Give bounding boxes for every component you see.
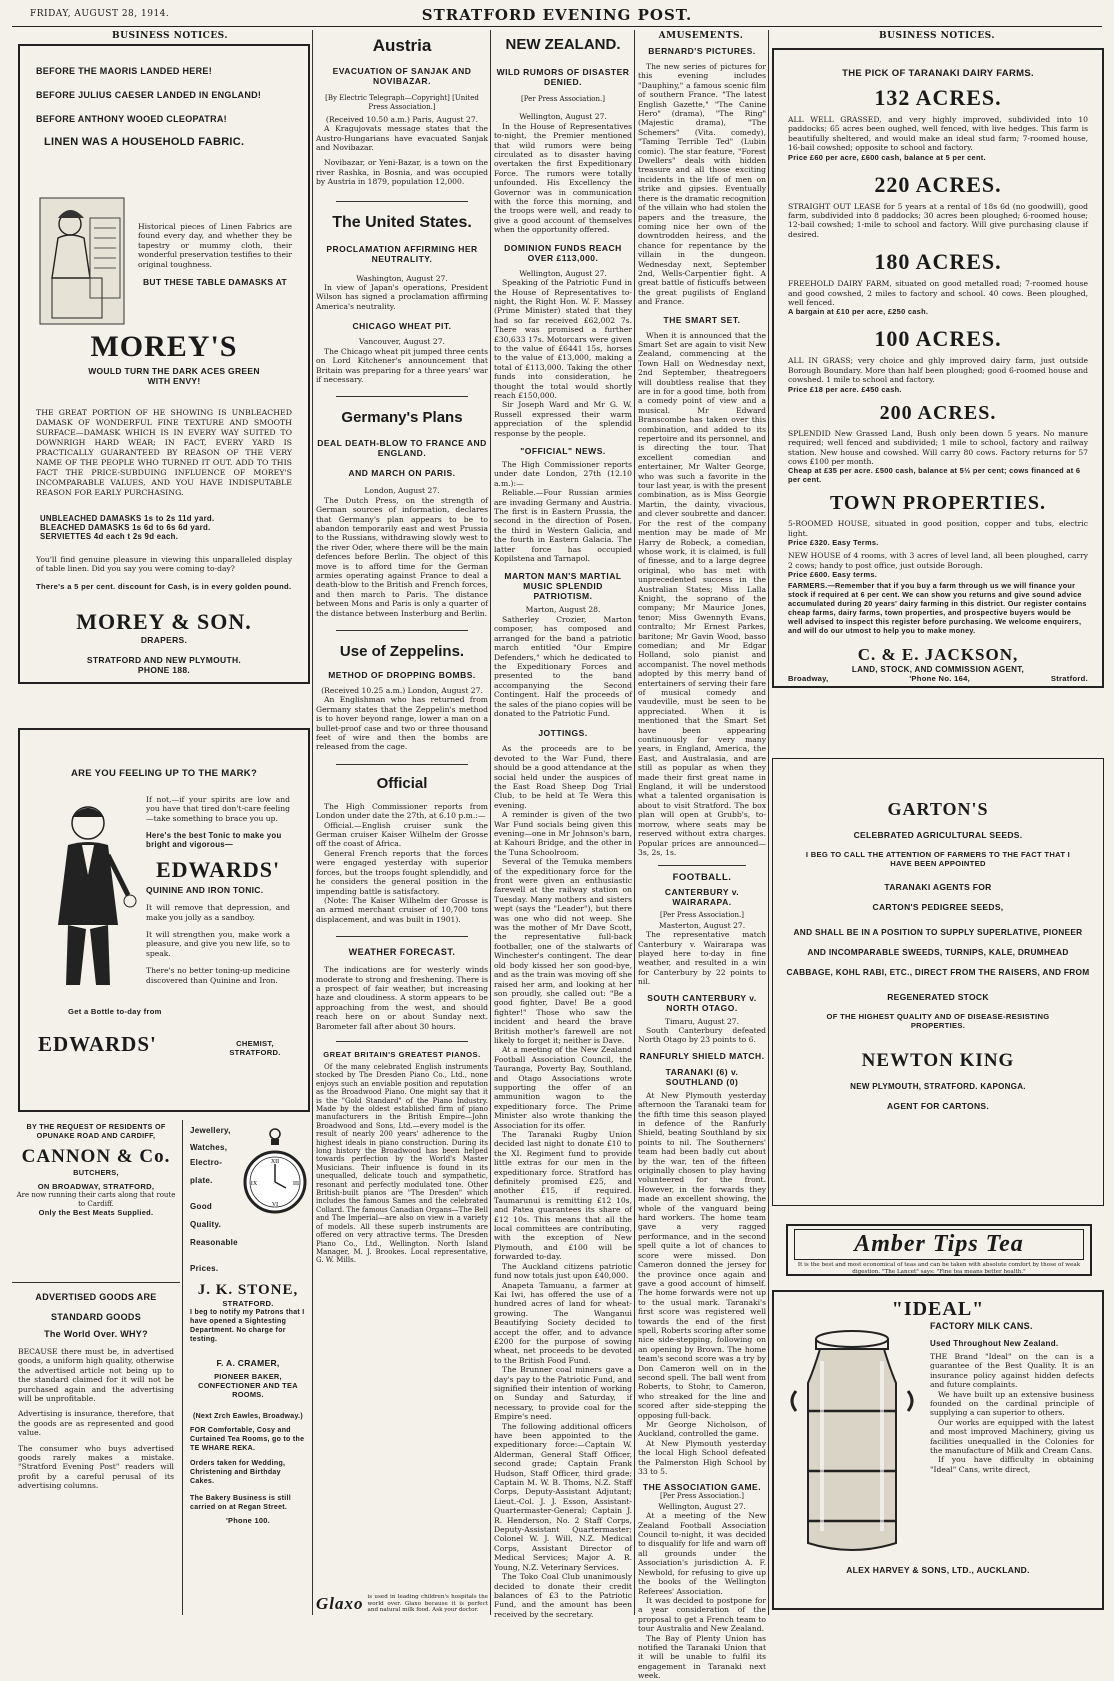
- ranfurly-para-2: Mr George Nicholson, of Auckland, controlled the game.: [638, 1420, 766, 1439]
- advert-subheading: The World Over. WHY?: [44, 1329, 148, 1339]
- official-para-2: Official.—English cruiser sunk the German cruiser Kaiser Wilhelm der Grosse off the coast of Africa.: [316, 820, 488, 849]
- glaxo-text: is used in leading children's hospitals the world over. Glaxo because it is perfect and natural milk food. Ask your doctor.: [367, 1594, 488, 1614]
- house-4-room-desc: NEW HOUSE of 4 rooms, with 3 acres of level land, all been ploughed, carry 2 cows; handy to post office, just outside Borough.: [788, 551, 1088, 570]
- morey-price-3: SERVIETTES 4d each t 2s 9d each.: [40, 532, 179, 541]
- edwards-tonic-name: QUININE AND IRON TONIC.: [146, 885, 264, 896]
- austria-byline: [By Electric Telegraph—Copyright] [United Press Association.]: [325, 94, 479, 112]
- milk-can-illustration: [782, 1321, 922, 1561]
- stone-town: STRATFORD.: [222, 1299, 274, 1308]
- cramer-firm: F. A. CRAMER,: [216, 1358, 280, 1368]
- official-para-4: (Note: The Kaiser Wilhelm der Grosse is an armed merchant cruiser of 10,700 tons displacement, and was built in 1901).: [316, 895, 488, 924]
- advert-heading: ADVERTISED GOODS ARE STANDARD GOODS: [35, 1292, 157, 1322]
- ideal-para-2: We have built up an extensive business founded on the cardinal principle of supplying a can superior to others.: [930, 1389, 1094, 1418]
- farm-132-acres: 132 ACRES.: [874, 85, 1002, 110]
- cannon-advertisement: [12, 1120, 180, 1280]
- weather-title: WEATHER FORECAST.: [348, 947, 456, 958]
- canterbury-subhead: CANTERBURY v. WAIRARAPA.: [664, 887, 740, 908]
- jottings-para-8: The Brunner coal miners gave a day's pay to the Patriotic Fund, and signified their intention of working on Sunday and Saturday, if necessary, to provide coal for the Empire's need.: [494, 1365, 632, 1422]
- svg-text:XII: XII: [270, 1159, 280, 1165]
- edwards-question: ARE YOU FEELING UP TO THE MARK?: [70, 768, 258, 779]
- house-5-room-price: Price £320. Easy Terms.: [788, 538, 879, 548]
- farm-100-acres: 100 ACRES.: [874, 326, 1002, 352]
- edwards-brand: EDWARDS': [156, 857, 281, 883]
- us-dateline: Washington, August 27.: [356, 273, 448, 283]
- bernards-para: The new series of pictures for this evening includes "Dauphiny," a famous scenic film of southern France. "The latest English Gazette," "The Canine Hero" (drama), "The Ring" (Majestic drama), "The Schemers" (Vita. comedy), "Taming Terrible Ted" (Lubin comic). The star feature, "Forest Dwellers" deals with hidden treasure and all those exciting incidents in the life of men on strike and gipsies. Eventually there is the dramatic recognition of the villain who had stolen the papers and the treasure, the coming nice her own of the downtrodden heiress, and the chance for repentance by the villain in the dungeon. Wednesday next, September 2nd, Wells-Carpentier fight. A great battle of fisticuffs between the great pugilists of England and France.: [638, 62, 766, 307]
- edwards-tonic-advertisement: [18, 728, 310, 1112]
- bernards-subhead: BERNARD'S PICTURES.: [648, 46, 756, 56]
- ranfurly-subhead: RANFURLY SHIELD MATCH.: [639, 1050, 765, 1061]
- farm-200-price: Cheap at £35 per acre. £500 cash, balance at 5½ per cent; cows financed at 6 per cent.: [788, 466, 1081, 485]
- stone-firm: J. K. STONE,: [197, 1282, 299, 1298]
- nz-subhead: WILD RUMORS OF DISASTER DENIED.: [496, 67, 630, 87]
- morey-price-1: UNBLEACHED DAMASKS 1s to 2s 11d yard.: [40, 514, 215, 523]
- marton-dateline: Marton, August 28.: [525, 605, 601, 615]
- morey-envy-line: WOULD TURN THE DARK ACES GREEN WITH ENVY!: [88, 366, 260, 386]
- zeppelins-para: An Englishman who has returned from Germany states that the Zeppelin's method is to hover beyond range, lower a man on a bullet-proof case and two or three thousand feet of wire and then the bombs are released from the cage.: [316, 695, 488, 752]
- morey-intro: Historical pieces of Linen Fabrics are found every day, and whether they be tapestry or mummy cloth, their wonderful preservation testifies to their original toughness.: [138, 222, 292, 269]
- jackson-town: Stratford.: [1050, 673, 1088, 683]
- garton-agents-for: TARANAKI AGENTS FOR: [884, 882, 992, 892]
- amusements-sports-column: [638, 44, 767, 1681]
- svg-text:VI: VI: [271, 1202, 279, 1208]
- masthead: [30, 6, 1084, 24]
- cannon-firm: CANNON & Co.: [21, 1146, 171, 1167]
- jottings-para-2: A reminder is given of the two War Fund socials being given this evening—one in Mr Johnson's barn, at Kahouri Bridge, and the other in the Tuna Schoolroom.: [494, 810, 632, 857]
- jottings-para-1: As the proceeds are to be devoted to the War Fund, there should be a good attendance at the social held under the auspices of the East Road Sheep Dog Trial Club, to be held at Te Wera this evening.: [494, 744, 632, 810]
- column-rule: [768, 30, 769, 1615]
- farm-100-desc: ALL IN GRASS; very choice and ghly improved dairy farm, just outside Borough Boundary. More than half been ploughed; good 6-roomed house and cowshed. 1 mile to school and factory.: [788, 356, 1088, 385]
- ideal-para-4: If you have difficulty in obtaining "Ideal" Cans, write direct,: [930, 1455, 1094, 1474]
- farm-220-desc: STRAIGHT OUT LEASE for 5 years at a rental of 18s 6d (no goodwill), good farm, subdivided into 8 paddocks; 30 acres been ploughed; 6-roomed house; 12-bail cowshed; 1-mile to school and factory. Will give purchasing clause if desired.: [788, 201, 1088, 239]
- football-byline: [Per Press Association.]: [660, 911, 744, 920]
- woman-at-loom-illustration: [36, 188, 128, 328]
- austria-para-2: Novibazar, or Yeni-Bazar, is a town on the river Rashka, in Bosnia, and was occupied by Austria in 1879, population 12,000.: [316, 158, 488, 187]
- jackson-address: Broadway,: [788, 673, 829, 683]
- ideal-milk-cans-advertisement: [772, 1290, 1104, 1610]
- association-para: At a meeting of the New Zealand Football Association Council to-night, it was decided to disqualify for life and warn off all grounds under the Association's jurisdiction A. F. Newbold, for refusing to give up the books of the Wellington Referees' Association.: [638, 1511, 766, 1596]
- edwards-get-bottle: Get a Bottle to-day from: [68, 1007, 162, 1016]
- masthead-rule: [12, 26, 1102, 27]
- jackson-firm: C. & E. JACKSON,: [857, 644, 1019, 664]
- nz-para: In the House of Representatives to-night, the Premier mentioned that wild rumors were being circulated as to disaster having overtaken the first Expeditionary Force. The rumors were totally unfounded. His Excellency the Governor was in communication with the force this morning, and the troops were well, and ready to give a good account of themselves when the opportunity offered.: [494, 121, 632, 235]
- morey-line-1: BEFORE THE MAORIS LANDED HERE!: [36, 66, 213, 76]
- canterbury-para: The representative match Canterbury v. Wairarapa was played here to-day in fine weather, and resulted in a win for Canterbury by 22 points to nil.: [638, 930, 766, 987]
- austria-para-1: A Kragujovats message states that the Austro-Hungarians have evacuated Sanjak and Novibazar.: [316, 124, 488, 153]
- germany-title: Germany's Plans: [341, 409, 463, 427]
- austria-received: (Received 10.50 a.m.) Paris, August 27.: [325, 114, 479, 124]
- official-para-3: General French reports that the forces were engaged yesterday with superior forces, but the troops fought splendidly, and he considers the general position in the impending battle is satisfactory.: [316, 848, 488, 896]
- morey-towns: STRATFORD AND NEW PLYMOUTH.: [86, 654, 242, 665]
- morey-headline: LINEN WAS A HOUSEHOLD FABRIC.: [44, 136, 245, 148]
- farm-200-acres: 200 ACRES.: [879, 401, 997, 424]
- germany-subhead-2: AND MARCH ON PARIS.: [348, 468, 456, 479]
- morey-price-2: BLEACHED DAMASKS 1s 6d to 6s 6d yard.: [40, 523, 211, 532]
- section-heading-business-right: BUSINESS NOTICES.: [879, 31, 995, 41]
- stone-item-7: Prices.: [190, 1264, 219, 1273]
- advert-para-1: BECAUSE there must be, in advertised goods, a uniform high quality, otherwise the advertised article not being up to the standard claimed for it will not be purchased again and the advertising will be unprofitable.: [18, 1347, 174, 1404]
- official-news-para-2: Reliable.—Four Russian armies are invading Germany and Austria. The first is in Eastern Prussia, the second in the direction of Posen, the third in Western Galicia, and the fourth in Eastern Galacia. The latter force has occupied Kopilstena and Tarnapol.: [494, 488, 632, 564]
- marton-para: Satherley Crozier, Marton composer, has composed and arranged for the band a patriotic march entitled "Our Empire Defenders," which he dedicated to the Expeditionary Forces and presented to the band accompanying the Second Contingent. Half the proceeds of the sales of the piano copies will be donated to the Patriotic Fund.: [494, 614, 632, 718]
- advert-para-2: Advertising is insurance, therefore, that the goods are as represented and good value.: [18, 1409, 174, 1438]
- morey-firm-name: MOREY & SON.: [76, 608, 252, 634]
- cramer-next: (Next Zrch Eawles, Broadway.): [192, 1413, 304, 1420]
- wheat-subhead: CHICAGO WHEAT PIT.: [352, 321, 452, 332]
- us-title: The United States.: [332, 213, 472, 231]
- stone-item-2: Watches,: [190, 1143, 228, 1152]
- morey-advertisement: [18, 44, 310, 684]
- football-title: FOOTBALL.: [672, 872, 732, 884]
- austria-subhead: EVACUATION OF SANJAK AND NOVIBAZAR.: [332, 66, 472, 86]
- official-news-para: The High Commissioner reports under date London, 27th (12.10 a.m.):—: [494, 460, 632, 488]
- column-rule: [182, 1120, 183, 1615]
- ranfurly-para: At New Plymouth yesterday afternoon the Taranaki team for the fifth time this season played in defence of the Ranfurly Shield, beating Southland by six points to nil. The Southerners' team had been badly cut about by the war, ten of the fifteen originally chosen to play having volunteered for the front. However, in the forwards they made an excellent showing, the whole of the vanguard being hard workers. The home team gave a very ragged performance, and in the second spell quite a lot of chances to score were missed. Don Cameron donned the jersey for the province once again and gave a good account of himself. The home forwards were not up to the usual mark. Taranaki's first score was registered well towards the end of the first spell, Roberts scoring after some nice side-stepping, following on an opening by Brown. The home team's second score was a try by Don Cameron well on in the second spell. The ball went from Roberts, to Stohr, to Cameron, who streaked for the line and scored after side-stepping the opposing full-back.: [638, 1090, 766, 1420]
- marton-subhead: MARTON MAN'S MARTIAL MUSIC SPLENDID PATRIOTISM.: [504, 571, 622, 602]
- jackson-agent: LAND, STOCK, AND COMMISSION AGENT,: [851, 664, 1025, 674]
- zeppelins-title: Use of Zeppelins.: [339, 643, 465, 660]
- morey-phone: PHONE 188.: [137, 664, 191, 675]
- morey-discount: There's a 5 per cent. discount for Cash, is in every golden pound.: [36, 581, 292, 591]
- canterbury-dateline: Masterton, August 27.: [658, 920, 746, 930]
- pianos-para: Of the many celebrated English instruments stocked by The Dresden Piano Co., Ltd., none enjoys such an enviable position and reputation as the Broadwood Piano. One might say that it is the "Gold Standard" of the Piano Industry. Made by the oldest established firm of piano manufacturers in the British Empire—John Broadwood and Sons, Ltd.—every model is the result of nearly 200 years' adherence to the highest ideals in piano construction. During its long history the Broadwood has been helped towards perfection by the World's Master Musicians. Their influence is found in its unequalled, delicate touch and sympathetic, resonant and perfectly modulated tone. Other British-built pianos are "The Dresden" which includes the famous Sames and the celebrated Collard. The famous Canadian Organs—The Bell and The Imperial—are also on view in a variety of models. All these superb instruments are offered on very attractive terms. The Dresden Piano Co., Ltd., Wellington. North Island Manager, M. J. Brookes. Local representative, G. W. Mills.: [316, 1062, 488, 1265]
- jackson-title: THE PICK OF TARANAKI DAIRY FARMS.: [842, 68, 1034, 79]
- newspaper-title: STRATFORD EVENING POST.: [421, 6, 693, 24]
- farm-132-price: Price £60 per acre, £600 cash, balance at 5 per cent.: [788, 152, 986, 162]
- farmers-notice: FARMERS.—Remember that if you buy a farm through us we will finance your stock if required at 6 per cent. We can show you returns and give sound advice accumulated during 20 years' dairy farming in this district. Our register contains cheap farms, dairy farms, town properties, and prospective buyers would be well advised to inspect this register before purchasing. We welcome enquirers, and will do our utmost to help you to make money.: [788, 580, 1087, 635]
- jottings-para-9: The following additional officers have been appointed to the expeditionary force:—Captain W. Alderman, General Staff Officer, second grade; Captain Frank Hudson, Staff Officer, third grade; Captain M. W. B. Thoms, N.Z. Staff Corps, Deputy-Assistant Adjutant; Lieut.-Col. J. J. Esson, Assistant-Quartermaster-General; Captain J. R. Henderson, No. 2 Staff Corps, Deputy-Assistant Quartermaster; Colonel W. J. Will, N.Z. Medical Corps, Assistant Director of Medical Services; Major A. R. Young, N.Z. Veterinary Services.: [494, 1421, 632, 1572]
- jottings-para-6: The Auckland citizens patriotic fund now totals just upon £40,000.: [494, 1261, 632, 1281]
- garton-pedigree: CARTON'S PEDIGREE SEEDS,: [872, 902, 1004, 912]
- jottings-para-7: Anapeta Tamuanu, a farmer at Kai Iwi, has offered the use of a hundred acres of land for wheat-growing. The Wanganui Beautifying Society decided to accept the offer, and to advance £200 for the purpose of sowing wheat, net proceeds to be devoted to the British Food Fund.: [494, 1280, 632, 1365]
- farm-100-price: Price £18 per acre. £450 cash.: [788, 384, 902, 394]
- funds-para: Speaking of the Patriotic Fund in the House of Representatives to-night, the Right Hon. W. F. Massey (Prime Minister) stated that they had so far received £62,002 7s. There was promised a further £30,633 17s. Motorcars were given to the value of £6441 15s, horses to the value of £13,000, making a total of £113,000. Taking the other funds into consideration, he thought the total would shortly reach £150,000.: [494, 278, 632, 400]
- south-canterbury-dateline: Timaru, August 27.: [664, 1016, 740, 1026]
- cramer-bakery: The Bakery Business is still carried on at Regan Street.: [190, 1495, 291, 1511]
- farm-132-desc: ALL WELL GRASSED, and very highly improved, subdivided into 10 paddocks; 65 acres been oughed, well fenced, with live hedges. This farm is beautifully sheltered, and would make an ideal stud farm; 7-roomed house, 16-bail cowshed; opposite to school and factory.: [788, 115, 1088, 153]
- cannon-address: ON BROADWAY, STRATFORD,: [37, 1182, 155, 1191]
- cannon-butchers: BUTCHERS,: [73, 1168, 119, 1177]
- gentleman-illustration: [38, 795, 138, 995]
- taranaki-subhead: TARANAKI (6) v. SOUTHLAND (0): [665, 1066, 739, 1087]
- jackson-phone: 'Phone No. 164,: [909, 673, 971, 683]
- association-para-2: It was decided to postpone for a year consideration of the proposal to get a French team to tour Australia and New Zealand.: [638, 1595, 766, 1634]
- ideal-subtitle: FACTORY MILK CANS.: [930, 1321, 1033, 1331]
- glaxo-brand: Glaxo: [316, 1594, 364, 1613]
- jottings-para-10: The Toko Coal Club unanimously decided to donate their credit balances of £3 to the Patriotic Fund, and the amount has been received by the secretary.: [494, 1572, 632, 1619]
- cannon-running: Are now running their carts along that route to Cardiff.: [16, 1191, 176, 1208]
- stone-item-3: Electro-plate.: [190, 1158, 223, 1185]
- edwards-para-1: It will remove that depression, and make you jolly as a sandboy.: [146, 903, 290, 922]
- advert-para-3: The consumer who buys advertised goods rarely makes a mistake. "Stratford Evening Post" readers will profit by a careful perusal of its advertising columns.: [18, 1443, 174, 1491]
- svg-text:IX: IX: [250, 1181, 258, 1187]
- column-rule: [312, 30, 313, 1615]
- nz-title: NEW ZEALAND.: [505, 36, 621, 53]
- official-news-subhead: "OFFICIAL" NEWS.: [520, 446, 606, 456]
- farm-200-desc: SPLENDID New Grassed Land, Bush only been down 5 years. No manure required; well fenced and subdivided; 1 mile to school, factory and railway station. New house and cowshed. Will carry 80 cows. Factory returns for 57 cows £100 per month.: [788, 428, 1088, 466]
- column-rule: [490, 30, 491, 1615]
- official-title: Official: [376, 774, 428, 792]
- garton-seeds-advertisement: [772, 758, 1104, 1206]
- official-para-1: The High Commissioner reports from London under date the 27th, at 6.10 p.m.:—: [316, 801, 488, 821]
- association-para-3: The Bay of Plenty Union has notified the Taranaki Union that it will be unable to fulfil its engagement in Taranaki next week.: [638, 1633, 766, 1681]
- house-4-room-price: Price £600. Easy terms.: [788, 569, 878, 579]
- morey-damask-label: BUT THESE TABLE DAMASKS AT: [142, 277, 288, 288]
- zeppelins-received: (Received 10.25 a.m.) London, August 27.: [321, 686, 483, 695]
- ideal-para-3: Our works are equipped with the latest and most improved Machinery, giving us facilities unequalled in the Colonies for the manufacture of Milk and Cream Cans.: [930, 1417, 1094, 1456]
- edwards-signature: EDWARDS': [38, 1032, 157, 1056]
- south-canterbury-para: South Canterbury defeated North Otago by 23 points to 6.: [638, 1025, 766, 1045]
- column-rule: [634, 30, 635, 1615]
- jottings-para-3: Several of the Temuka members of the expeditionary force for the front were given an enthusiastic farewell at the railway station on Tuesday. Many mothers and sisters wept (says the "Leader"), but there was one who did not weep. She was the mother of Mr Dave Scott, the representative full-back footballer, one of the stalwarts of Winchester's contingent. The dear old body kissed her son good-bye, and as the train was moving off she raised her arm, and looking at her son proudly, she called out: "Be a good fighter, Dave! Be a good fighter!" Those who saw the incident and heard the brave British mother's farewell are not likely to forget it; neither is Dave.: [494, 857, 632, 1045]
- edwards-intro: If not,—if your spirits are low and you have that tired don't-care feeling—take something to brace you up.: [146, 795, 290, 823]
- nz-byline: [Per Press Association.]: [521, 95, 605, 103]
- stone-item-1: Jewellery,: [190, 1126, 231, 1135]
- smart-set-subhead: THE SMART SET.: [663, 314, 741, 325]
- garton-supply: AND SHALL BE IN A POSITION TO SUPPLY SUPERLATIVE, PIONEER AND INCOMPARABLE SWEEDS, TURNIPS, KALE, DRUMHEAD CABBAGE, KOHL RABI, ETC., DIRECT FROM THE RAISERS, AND FROM: [786, 927, 1090, 977]
- germany-para: The Dutch Press, on the strength of German sources of information, declares that Germany's plan appears to be to abandon temporarily east and west Prussia to the Russians, withdrawing slowly west to the river Oder, where there will be the main defences before Berlin. The object of this move is to afford time for the German armies operating against France to deal a death-blow to the British and French forces, and then march to Paris. The distance between Mons and Paris is only a quarter of the distance between Insterburg and Berlin.: [316, 495, 488, 618]
- garton-regenerated: REGENERATED STOCK: [887, 992, 989, 1002]
- stone-item-5: Quality.: [190, 1220, 222, 1229]
- cannon-only-best: Only the Best Meats Supplied.: [38, 1208, 154, 1218]
- ranfurly-para-3: At New Plymouth yesterday the local High School defeated the Palmerston High School by 33 to 5.: [638, 1438, 766, 1477]
- us-subhead: PROCLAMATION AFFIRMING HER NEUTRALITY.: [326, 243, 478, 264]
- garton-name: GARTON'S: [887, 799, 989, 819]
- funds-para-2: Sir Joseph Ward and Mr G. W. Russell expressed their warm appreciation of the splendid response by the people.: [494, 400, 632, 438]
- section-heading-business: BUSINESS NOTICES.: [112, 31, 228, 41]
- ideal-firm: ALEX HARVEY & SONS, LTD., AUCKLAND.: [846, 1565, 1030, 1575]
- town-properties-heading: TOWN PROPERTIES.: [829, 492, 1047, 515]
- morey-copy: THE GREAT PORTION OF HE SHOWING IS UNBLEACHED DAMASK OF WONDERFUL FINE TEXTURE AND SMOOTH SURFACE—DAMASK WHICH IS IN EVERY WAY SUITED TO DOWNRIGH HARD WEAR; IN FACT, EVERY YARD IS PRACTICALLY GUARANTEED BY REASON OF THE VERY NAME OF THE PEOPLE WHO TURNED IT OUT. ADD TO THIS FACT THE PRICE-SUBDUING INFLUENCE OF MOREY'S INCOMPARABLE VALUES, AND YOU HAVE INDISPUTABLE REASON FOR EARLY PURCHASING.: [36, 408, 292, 497]
- nz-dateline: Wellington, August 27.: [519, 112, 607, 122]
- ideal-para-1: THE Brand "Ideal" on the can is a guarantee of the Best Quality. It is an insurance policy against hidden defects and future complaints.: [930, 1352, 1094, 1390]
- section-heading-amusements: AMUSEMENTS.: [658, 31, 744, 41]
- advertised-goods-notice: [12, 1282, 180, 1612]
- association-dateline: Wellington, August 27.: [658, 1501, 746, 1511]
- farm-180-price: A bargain at £10 per acre, £250 cash.: [788, 307, 929, 317]
- weather-para: The indications are for westerly winds moderate to strong and freshening. There is a prospect of fair weather, but increasing haze and cloudiness. A storm appears to be approaching from the west, and should reach here on or about Sunday next. Barometer fall after about 30 hours.: [316, 965, 488, 1031]
- smart-set-para: When it is announced that the Smart Set are again to visit New Zealand, commencing at the Town Hall on Wednesday next, 2nd September, theatregoers will doubtless realise that they are in for a good time, both from a comedy point of view and a musical. Mr Edward Branscombe has taken over this combination, and added to its repertoire and its personnel, and is directing the tour. That excellent comedian and entertainer, Mr Walter George, who was such a favorite in the tour last year, is with the present combination, as is Miss Georgie Martin, the dainty, vivacious, and clever soubrette and dancer. For the rest of the company mention may be made of Mr Harry de Robeck, a comedian, whose work, it is claimed, is full of finesse, and to a large degree original, who has met with unprecedented success in the Australian States; Miss Lalla Knight, the soprano of the company; Mr Maurice Jones, tenor; Miss Gwennyth Evans, contralto; Mr Ernest Parkes, baritone; Mr Gavin Wood, basso comedian; and Mr Edgar Holland, solo pianist and accompanist. The novel methods adopted by this merry band of entertainers of serving their fare of musical comedy and vaudeville, must be seen to be appreciated. When it is mentioned that the Smart Set have been appearing continuously for very many years, in England, America, the East, and Australasia, and are still as popular as when they made their first great name in England, it will be understood what a talented organisation is about to visit Stratford. The box plan will open at Grubb's, to-morrow, where seats may be reserved without extra charges. Popular prices are announced—3s, 2s, 1s.: [638, 330, 767, 857]
- funds-subhead: DOMINION FUNDS REACH OVER £113,000.: [504, 242, 622, 263]
- cannon-request: BY THE REQUEST OF RESIDENTS OF OPUNAKE ROAD AND CARDIFF,: [26, 1122, 166, 1140]
- wheat-para: The Chicago wheat pit jumped three cents on Lord Kitchener's announcement that Britain was preparing for a three years' war if necessary.: [316, 346, 488, 384]
- garton-seeds: CELEBRATED AGRICULTURAL SEEDS.: [853, 830, 1023, 840]
- newton-king-firm: NEWTON KING: [861, 1050, 1015, 1071]
- morey-drapers: DRAPERS.: [140, 634, 188, 645]
- ideal-used: Used Throughout New Zealand.: [930, 1339, 1059, 1348]
- us-para: In view of Japan's operations, President Wilson has signed a proclamation affirming America's neutrality.: [316, 283, 488, 311]
- jackson-farms-advertisement: [772, 48, 1104, 688]
- svg-text:III: III: [293, 1181, 299, 1187]
- edwards-para-2: It will strengthen you, make work a pleasure, and give you new life, so to speak.: [146, 930, 290, 958]
- cramer-phone: 'Phone 100.: [225, 1516, 271, 1525]
- association-subhead: THE ASSOCIATION GAME.: [642, 1482, 762, 1493]
- new-zealand-column: [494, 30, 632, 1620]
- farm-220-acres: 220 ACRES.: [874, 171, 1002, 197]
- morey-note: You'll find genuine pleasure in viewing this unparalleled display of table linen. Did you say you were coming to-day?: [36, 555, 292, 574]
- funds-dateline: Wellington, August 27.: [519, 268, 607, 278]
- garton-attention: I BEG TO CALL THE ATTENTION OF FARMERS TO THE FACT THAT I HAVE BEEN APPOINTED: [805, 850, 1071, 868]
- association-byline: [Per Press Association.]: [660, 1492, 744, 1501]
- jottings-para-5: The Taranaki Rugby Union decided last night to donate £10 to the XI. Regiment fund to provide little extras for our men in the expeditionary force. Stratford has definitely promised £25, and another £15, if required. Taumarunui is remitting £12 10s, and Patea guarantees its share of £12 10s. This means that all the local committees are contributing, with the exception of New Plymouth, and £100 will be forwarded to-day.: [494, 1130, 632, 1262]
- cramer-orders: Orders taken for Wedding, Christening and Birthday Cakes.: [190, 1460, 286, 1485]
- amber-tips-tea-advertisement: [786, 1224, 1092, 1276]
- jottings-subhead: JOTTINGS.: [538, 728, 588, 739]
- south-canterbury-subhead: SOUTH CANTERBURY v. NORTH OTAGO.: [647, 992, 757, 1013]
- glaxo-advertisement: [316, 1590, 488, 1618]
- stone-jeweller-advertisement: [186, 1118, 310, 1350]
- garton-quality: OF THE HIGHEST QUALITY AND OF DISEASE-RESISTING PROPERTIES.: [826, 1012, 1050, 1030]
- farm-180-acres: 180 ACRES.: [874, 249, 1002, 275]
- stone-item-4: Good: [190, 1202, 213, 1211]
- stone-item-6: Reasonable: [190, 1238, 238, 1247]
- edwards-chemist: CHEMIST, STRATFORD.: [229, 1039, 281, 1057]
- pianos-title: GREAT BRITAIN'S GREATEST PIANOS.: [323, 1049, 481, 1059]
- farm-180-desc: FREEHOLD DAIRY FARM, situated on good metalled road; 7-roomed house and good cowshed, 2 miles to factory and school. 40 cows. Been ploughed, well fenced.: [788, 279, 1088, 308]
- stone-notice: I beg to notify my Patrons that I have opened a Sightesting Department. No charge for testing.: [190, 1309, 305, 1343]
- ideal-title: "IDEAL": [891, 1298, 985, 1320]
- amber-tips-text: It is the best and most economical of teas and can be taken with absolute comfort by those of weak digestion. "The Lancet" says: "Fine tea means better health.": [797, 1262, 1081, 1275]
- amber-tips-brand: Amber Tips Tea: [794, 1229, 1084, 1260]
- zeppelins-subhead: METHOD OF DROPPING BOMBS.: [328, 670, 476, 680]
- edwards-para-3: There's no better toning-up medicine discovered than Quinine and Iron.: [146, 966, 290, 985]
- cramer-baker-advertisement: [186, 1352, 310, 1614]
- cramer-rooms: FOR Comfortable, Cosy and Curtained Tea Rooms, go to the TE WHARE REKA.: [190, 1427, 305, 1452]
- germany-subhead: DEAL DEATH-BLOW TO FRANCE AND ENGLAND.: [317, 438, 487, 459]
- newton-king-agent: AGENT FOR CARTONS.: [886, 1101, 990, 1111]
- newton-king-towns: NEW PLYMOUTH, STRATFORD. KAPONGA.: [850, 1082, 1026, 1091]
- austria-title: Austria: [372, 36, 432, 55]
- edwards-best-tonic: Here's the best Tonic to make you bright and vigorous—: [146, 831, 282, 850]
- wheat-dateline: Vancouver, August 27.: [359, 337, 445, 347]
- morey-line-2: BEFORE JULIUS CAESER LANDED IN ENGLAND!: [36, 90, 262, 100]
- morey-line-3: BEFORE ANTHONY WOOED CLEOPATRA!: [36, 114, 227, 124]
- morey-brand: MOREY'S: [90, 330, 238, 363]
- house-5-room-desc: 5-ROOMED HOUSE, situated in good position, copper and tubs, electric light.: [788, 519, 1088, 538]
- germany-dateline: London, August 27.: [364, 486, 440, 496]
- masthead-date: FRIDAY, AUGUST 28, 1914.: [30, 9, 170, 19]
- war-news-column: [316, 30, 488, 1620]
- cramer-trade: PIONEER BAKER, CONFECTIONER AND TEA ROOMS.: [198, 1372, 298, 1399]
- pocket-watch-illustration: [244, 1126, 306, 1236]
- jottings-para-4: At a meeting of the New Zealand Football Association Council, the Tauranga, Poverty Bay, Southland, and Otago Associations wrote supporting the offer of an ammunition wagon to the expeditionary force. The Prime Minister also wrote thanking the Association for its offer.: [494, 1045, 632, 1130]
